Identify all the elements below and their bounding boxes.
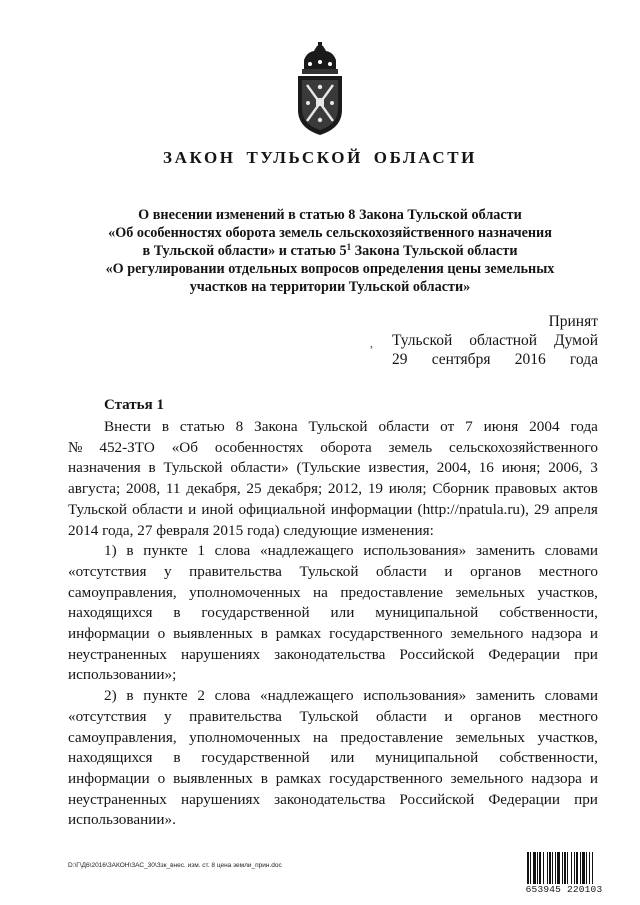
article-line: самоуправления, уполномоченных на предоставление земельных участков, — [68, 583, 598, 601]
article-line: № 452-ЗТО «Об особенностях оборота земель сельскохозяйственного — [68, 438, 598, 456]
law-subject — [70, 206, 590, 296]
article-line: находящихся в государственной или муниципальной собственности, — [68, 749, 598, 767]
file-path: D:\Г\Д6\2016\ЗАКОН\ЗАС_30\Ззк_внес. изм. ст. 8 цена земли_прин.doc — [68, 862, 282, 869]
article-line: назначения в Тульской области» (Тульские известия, 2004, 16 июня; 2006, 3 — [68, 459, 598, 477]
subject-line — [70, 242, 590, 260]
subject-line: «О регулировании отдельных вопросов определения цены земельных — [105, 261, 555, 277]
subject-text: в Тульской области» и статью 5 — [142, 243, 347, 259]
subject-text: Закона Тульской области — [351, 243, 518, 259]
article-line: использовании». — [68, 811, 176, 829]
article-line: «отсутствия у правительства Тульской области и органов местного — [68, 562, 598, 580]
article-line: использовании»; — [68, 666, 177, 684]
stray-mark: , — [370, 336, 373, 350]
article-line: неустраненных нарушениях законодательства Российской Федерации при — [68, 645, 598, 663]
adoption-block — [392, 312, 598, 369]
article-line: 2014 года, 27 февраля 2015 года) следующие изменения: — [68, 521, 434, 539]
adoption-accepted: Принят — [548, 313, 598, 330]
article-line: 1) в пункте 1 слова «надлежащего использования» заменить словами — [104, 542, 598, 560]
tula-coat-of-arms-icon — [292, 42, 348, 136]
article-line: Внести в статью 8 Закона Тульской области от 7 июня 2004 года — [104, 418, 598, 435]
superscript: 1 — [346, 242, 352, 252]
article-line: самоуправления, уполномоченных на предоставление земельных участков, — [68, 728, 598, 746]
article-line: находящихся в государственной или муниципальной собственности, — [68, 604, 598, 622]
article-line: неустраненных нарушениях законодательства Российской Федерации при — [68, 790, 598, 808]
barcode-number: 653945 220103 — [525, 884, 603, 895]
article-heading: Статья 1 — [104, 397, 164, 413]
adoption-by: Тульской областной Думой — [392, 332, 598, 349]
article-line: 2) в пункте 2 слова «надлежащего использования» заменить словами — [104, 687, 598, 705]
subject-line: «Об особенностях оборота земель сельскохозяйственного назначения — [108, 225, 552, 241]
article-line: информации о выявленных в рамках государственного земельного надзора и — [68, 625, 598, 642]
article-line: «отсутствия у правительства Тульской области и органов местного — [68, 707, 598, 725]
article-line: августа; 2008, 11 декабря, 25 декабря; 2012, 19 июля; Сборник правовых актов — [68, 480, 598, 498]
law-title: ЗАКОН ТУЛЬСКОЙ ОБЛАСТИ — [163, 148, 477, 167]
article-line: Тульской области и иной официальной информации (http://npatula.ru), 29 апреля — [68, 500, 598, 518]
article-line: информации о выявленных в рамках государственного земельного надзора и — [68, 769, 598, 787]
subject-line: участков на территории Тульской области» — [189, 279, 471, 295]
adoption-date: 29 сентября 2016 года — [392, 351, 598, 368]
barcode-icon — [527, 852, 601, 884]
subject-line: О внесении изменений в статью 8 Закона Тульской области — [138, 207, 522, 223]
